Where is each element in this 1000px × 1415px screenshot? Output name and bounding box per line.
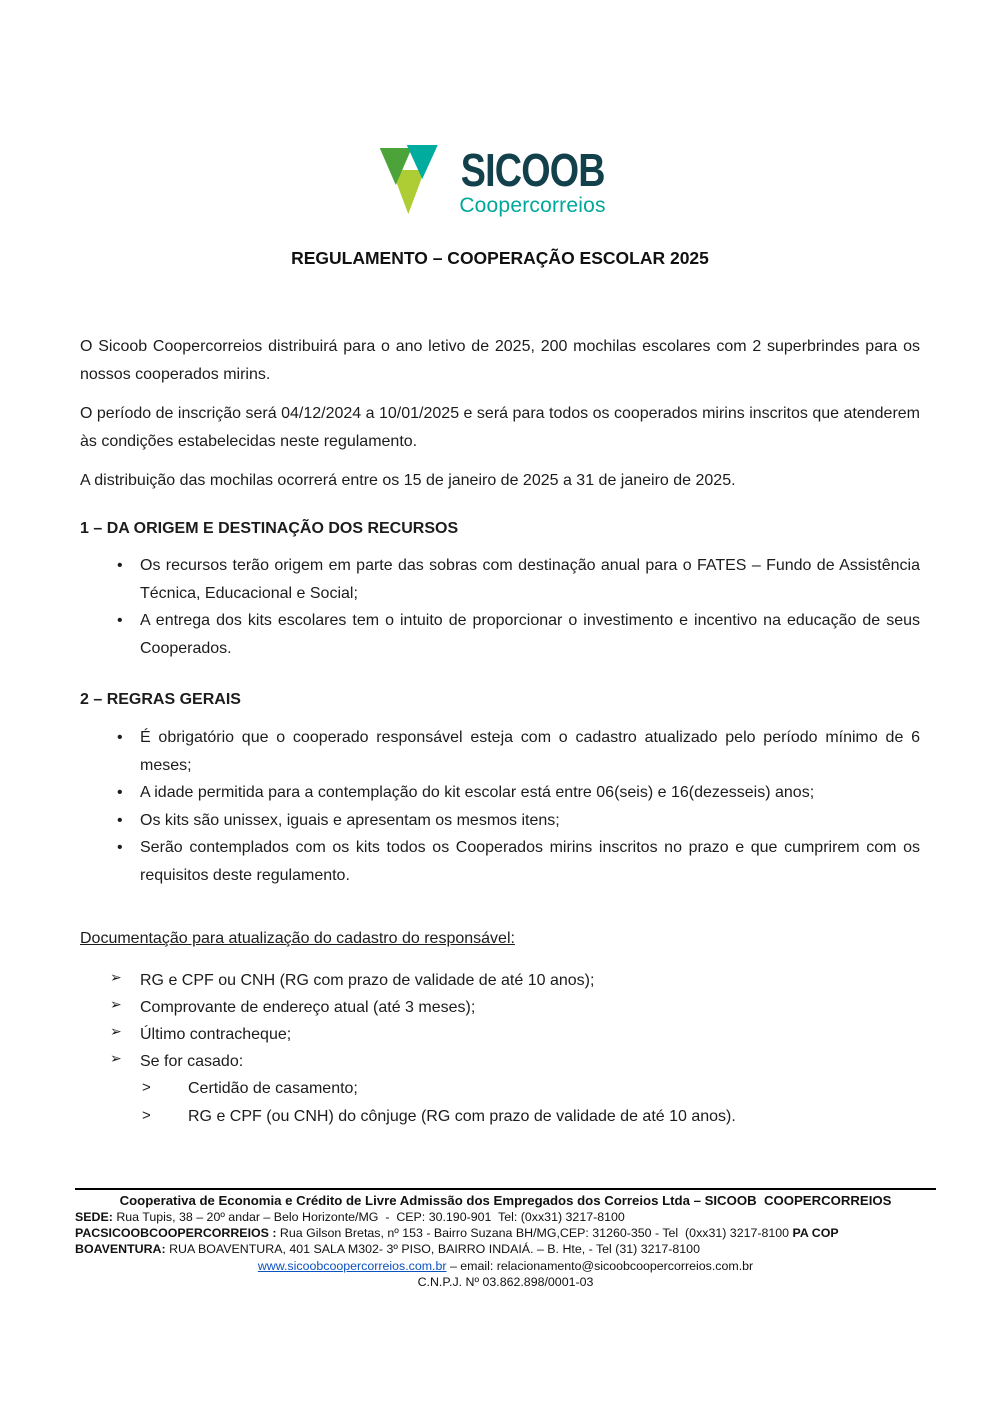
section2-heading: 2 – REGRAS GERAIS	[80, 691, 241, 709]
brand-name: SICOOB	[460, 144, 605, 196]
arrow-bullet-icon: ➢	[110, 996, 122, 1013]
section1-heading: 1 – DA ORIGEM E DESTINAÇÃO DOS RECURSOS	[80, 519, 459, 537]
footer-boaventura-line: BOAVENTURA: RUA BOAVENTURA, 401 SALA M302- 3º PISO, BAIRRO INDAIÁ. – B. Hte, - Tel (31) 3217-8100	[75, 1242, 700, 1257]
page-footer	[75, 1188, 936, 1290]
list-item: ➢ Se for casado:	[110, 1048, 920, 1075]
paragraph-distribution: A distribuição das mochilas ocorrerá entre os 15 de janeiro de 2025 a 31 de janeiro de 2025.	[80, 472, 736, 490]
list-item: • A entrega dos kits escolares tem o intuito de proporcionar o investimento e incentivo na educação de seus Cooperados.	[115, 607, 920, 662]
list-item: ➢ RG e CPF ou CNH (RG com prazo de validade de até 10 anos);	[110, 967, 920, 994]
website-link[interactable]: www.sicoobcoopercorreios.com.br	[257, 1258, 447, 1273]
list-item: > Certidão de casamento;	[142, 1075, 920, 1102]
arrow-bullet-icon: ➢	[110, 969, 122, 986]
paragraph-period: O período de inscrição será 04/12/2024 a 10/01/2025 e será para todos os cooperados mirins inscritos que atenderem às condições estabelecidas neste regulamento.	[80, 405, 920, 450]
list-item: • Serão contemplados com os kits todos os Cooperados mirins inscritos no prazo e que cumprirem com os requisitos deste regulamento.	[115, 834, 920, 889]
arrow-bullet-icon: ➢	[110, 1023, 122, 1040]
section1-bullet-list	[80, 552, 920, 662]
list-item: ➢ Comprovante de endereço atual (até 3 meses);	[110, 994, 920, 1021]
list-item: ➢ Último contracheque;	[110, 1021, 920, 1048]
list-item: • Os kits são unissex, iguais e apresentam os mesmos itens;	[115, 807, 920, 835]
footer-cnpj: C.N.P.J. Nº 03.862.898/0001-03	[417, 1274, 594, 1289]
footer-coop-name: Cooperativa de Economia e Crédito de Livre Admissão dos Empregados dos Correios Ltda – SICOOB COOPERCORREIOS	[119, 1193, 892, 1208]
sub-bullet-icon: >	[142, 1079, 151, 1097]
footer-contact-line: www.sicoobcoopercorreios.com.br – email: relacionamento@sicoobcoopercorreios.com.br	[257, 1258, 754, 1273]
logo	[0, 145, 1000, 218]
footer-pac-line: PACSICOOBCOOPERCORREIOS : Rua Gilson Bretas, nº 153 - Bairro Suzana BH/MG,CEP: 31260-350 - Tel (0xx31) 3217-8100 PA COP	[75, 1226, 839, 1241]
sicoob-logo-icon	[380, 145, 438, 217]
docs-sub-list	[80, 1075, 920, 1129]
list-item: • É obrigatório que o cooperado responsável esteja com o cadastro atualizado pelo período mínimo de 6 meses;	[115, 724, 920, 779]
paragraph-intro: O Sicoob Coopercorreios distribuirá para o ano letivo de 2025, 200 mochilas escolares com 2 superbrindes para os nossos cooperados mirins.	[80, 338, 920, 383]
section2-bullet-list	[80, 724, 920, 889]
sub-bullet-icon: >	[142, 1106, 151, 1124]
list-item: • A idade permitida para a contemplação do kit escolar está entre 06(seis) e 16(dezesseis) anos;	[115, 779, 920, 807]
list-item: > RG e CPF (ou CNH) do cônjuge (RG com prazo de validade de até 10 anos).	[142, 1103, 920, 1130]
footer-sede-line: SEDE: Rua Tupis, 38 – 20º andar – Belo Horizonte/MG - CEP: 30.190-901 Tel: (0xx31) 3217-8100	[75, 1210, 625, 1225]
page-title: REGULAMENTO – COOPERAÇÃO ESCOLAR 2025	[291, 248, 709, 269]
docs-heading: Documentação para atualização do cadastro do responsável:	[80, 930, 515, 948]
brand-subname: Coopercorreios	[459, 194, 606, 218]
list-item: • Os recursos terão origem em parte das sobras com destinação anual para o FATES – Fundo de Assistência Técnica, Educacional e Social;	[115, 552, 920, 607]
docs-list	[80, 967, 920, 1076]
arrow-bullet-icon: ➢	[110, 1051, 122, 1068]
